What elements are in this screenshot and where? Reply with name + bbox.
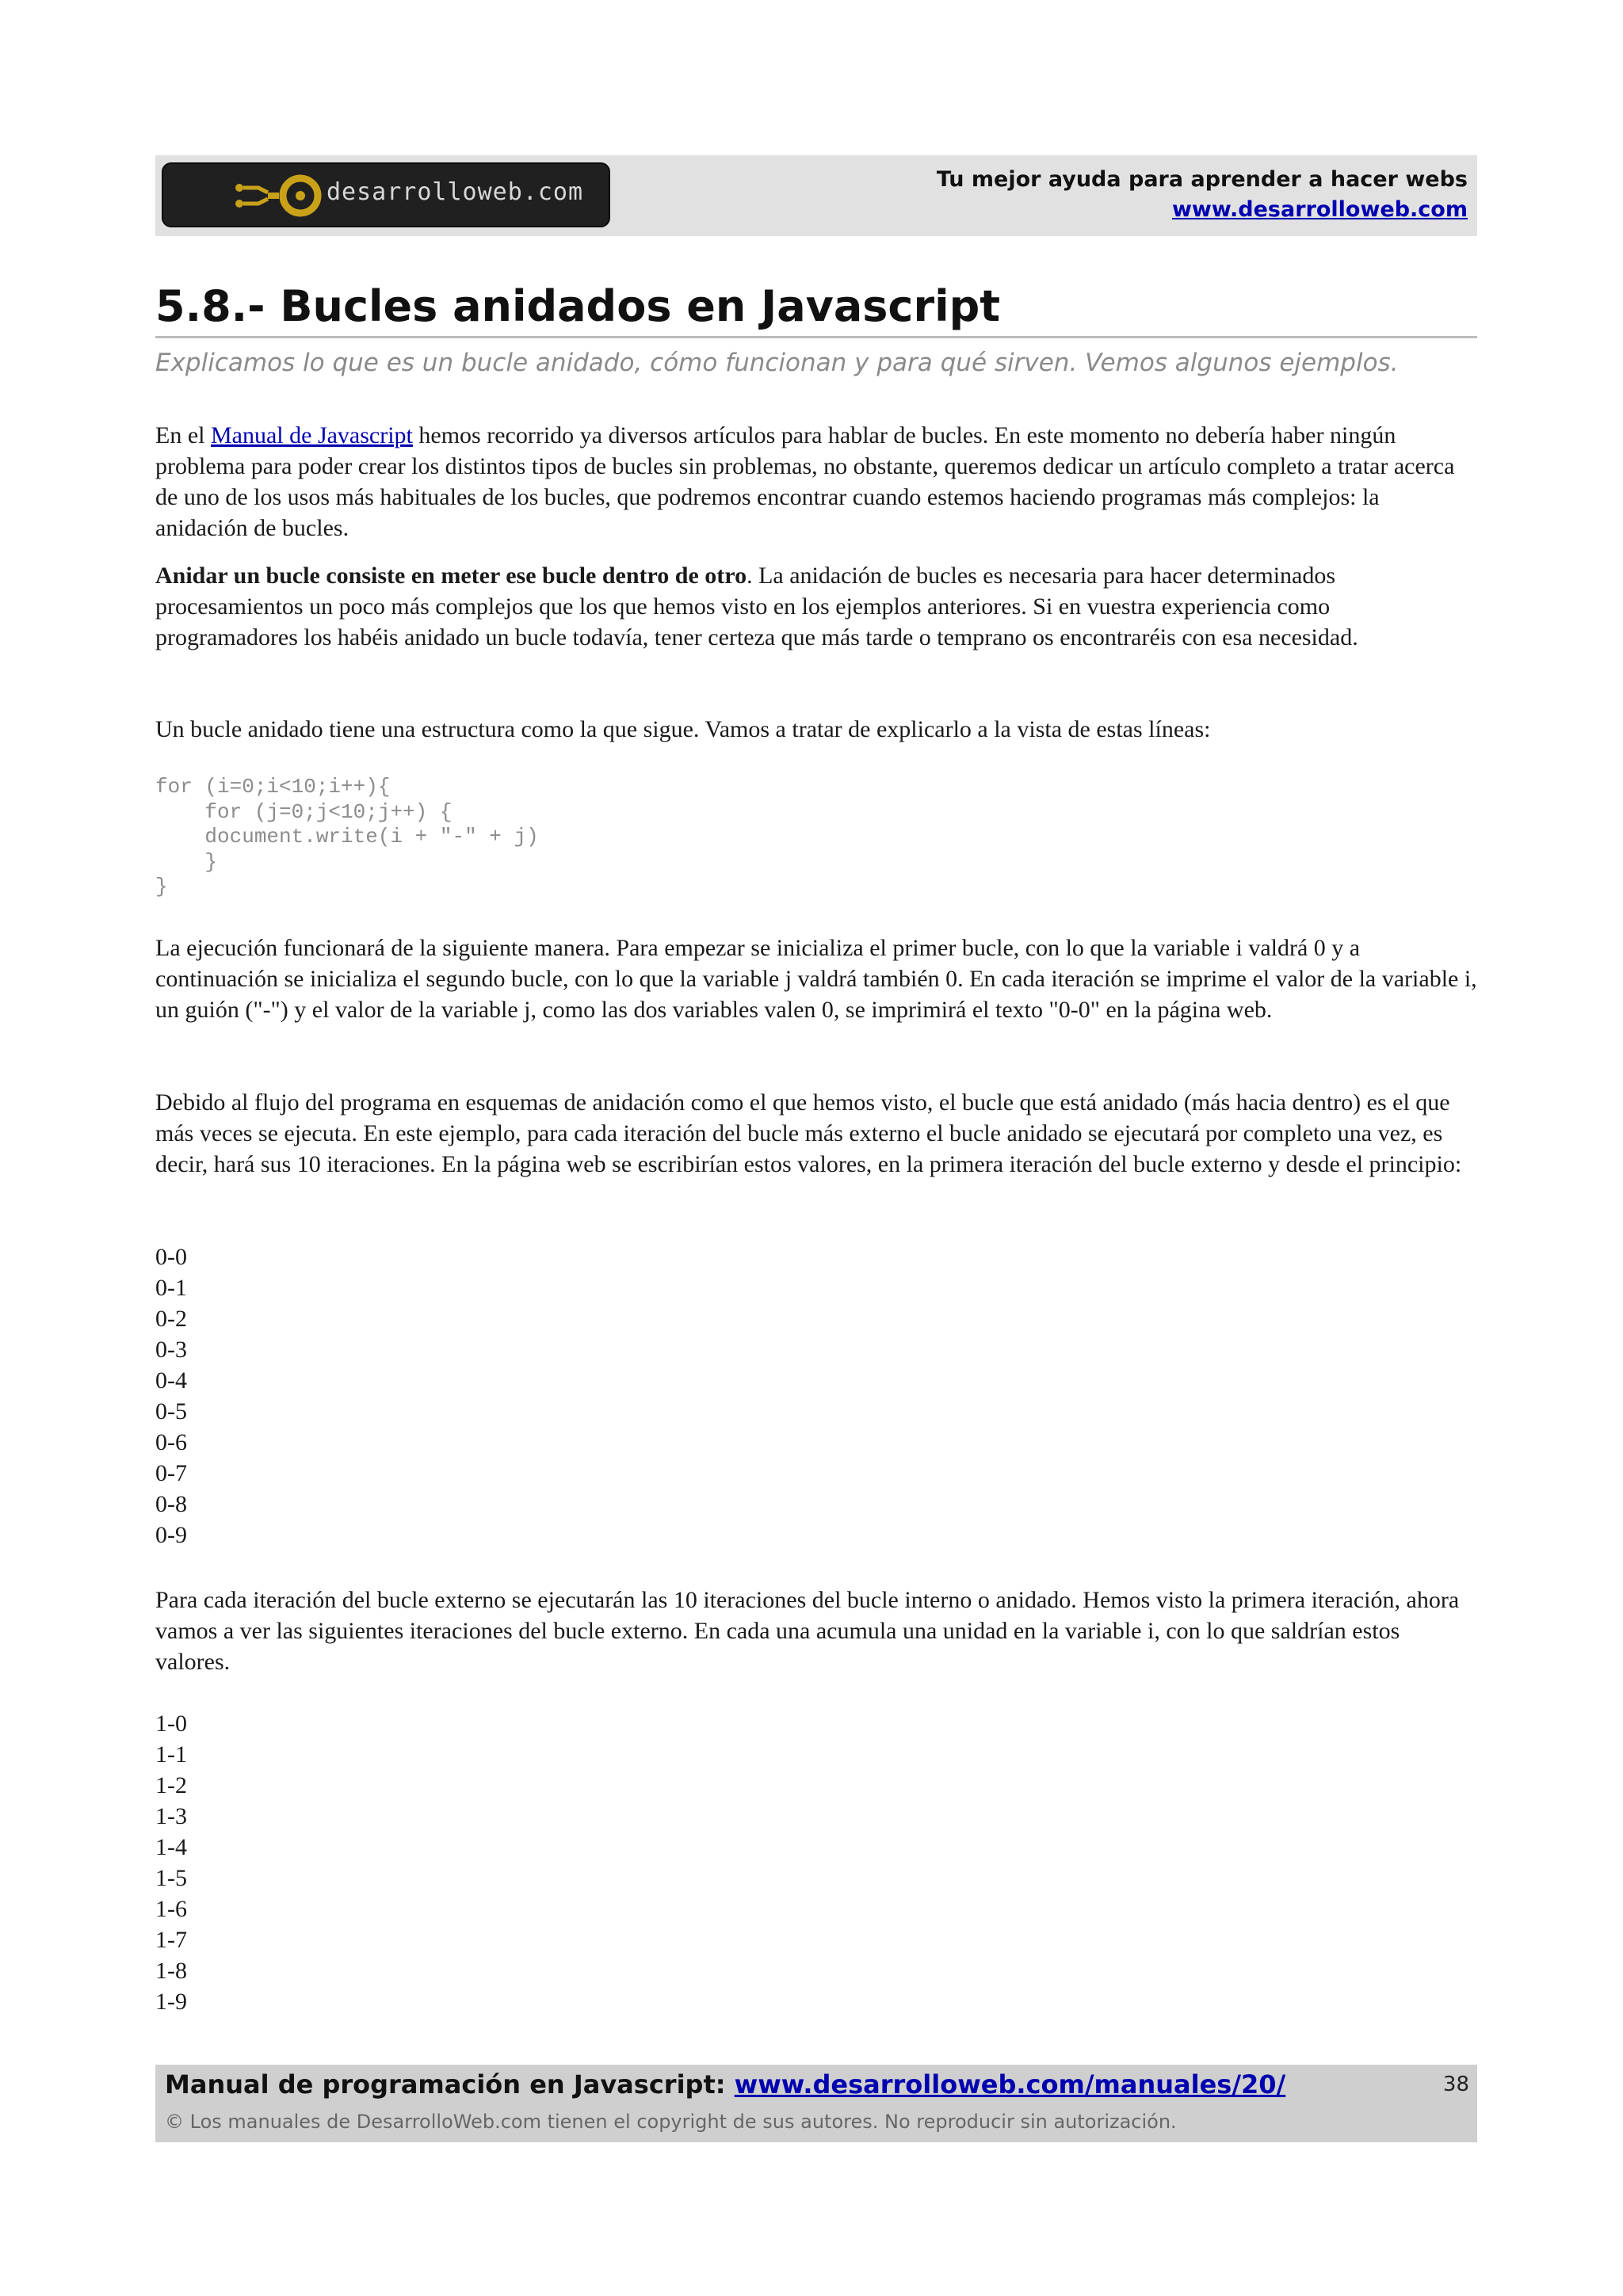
site-logo[interactable] <box>162 162 610 227</box>
paragraph-execution: La ejecución funcionará de la siguiente manera. Para empezar se inicializa el primer bucle, con lo que la variable i valdrá 0 y a continuación se inicializa el segundo bucle, con lo que la variable j valdrá también 0. En cada iteración se imprime el valor de la variable i, un guión ("-") y el valor de la variable j, como las dos variables valen 0, se imprimirá el texto "0-0" en la página web. <box>155 935 1477 1023</box>
list-item: 1-7 <box>155 1927 187 1953</box>
list-item: 1-2 <box>155 1772 187 1798</box>
footer-copyright: © Los manuales de DesarrolloWeb.com tienen el copyright de sus autores. No reproducir sin autorización. <box>165 2111 1177 2133</box>
list-item: 1-4 <box>155 1834 187 1860</box>
footer-manual-line <box>165 2069 1285 2100</box>
logo-wordmark: desarrolloweb.com <box>327 178 584 206</box>
definition-text: . La anidación de bucles es necesaria para hacer determinados procesamientos un poco más complejos que los que hemos visto en los ejemplos anteriores. Si en vuestra experiencia como programadores los habéis anidado un bucle todavía, tener certeza que más tarde o temprano os encontraréis con esa necesidad. <box>155 563 1358 650</box>
header-site-link[interactable]: www.desarrolloweb.com <box>1171 197 1468 222</box>
code-block: for (i=0;i<10;i++){ for (j=0;j<10;j++) { document.write(i + "-" + j) } } <box>155 775 539 898</box>
list-item: 0-4 <box>155 1367 187 1394</box>
paragraph-structure: Un bucle anidado tiene una estructura como la que sigue. Vamos a tratar de explicarlo a la vista de estas líneas: <box>155 716 1211 742</box>
output-list-first <box>155 1241 187 1550</box>
list-item: 1-0 <box>155 1711 187 1737</box>
list-item: 0-9 <box>155 1522 187 1548</box>
list-item: 0-6 <box>155 1429 187 1455</box>
page-number: 38 <box>1442 2073 1469 2096</box>
list-item: 1-1 <box>155 1741 187 1768</box>
page-subtitle: Explicamos lo que es un bucle anidado, cómo funcionan y para qué sirven. Vemos algunos ejemplos. <box>155 349 1399 377</box>
list-item: 1-9 <box>155 1989 187 2015</box>
definition-bold: Anidar un bucle consiste en meter ese bucle dentro de otro <box>155 563 747 589</box>
list-item: 0-5 <box>155 1398 187 1425</box>
list-item: 0-7 <box>155 1460 187 1486</box>
list-item: 0-0 <box>155 1244 187 1270</box>
list-item: 1-5 <box>155 1865 187 1891</box>
page-header <box>155 155 1477 236</box>
list-item: 1-6 <box>155 1896 187 1922</box>
list-item: 0-3 <box>155 1337 187 1363</box>
header-tagline <box>937 165 1468 225</box>
list-item: 0-8 <box>155 1491 187 1517</box>
page-footer <box>155 2065 1477 2142</box>
footer-manual-link[interactable]: www.desarrolloweb.com/manuales/20/ <box>734 2069 1286 2100</box>
list-item: 1-3 <box>155 1803 187 1829</box>
list-item: 1-8 <box>155 1958 187 1984</box>
paragraph-flow: Debido al flujo del programa en esquemas de anidación como el que hemos visto, el bucle que está anidado (más hacia dentro) es el que más veces se ejecuta. En este ejemplo, para cada iteración del bucle más externo el bucle anidado se ejecutará por completo una vez, es decir, hará sus 10 iteraciones. En la página web se escribirían estos valores, en la primera iteración del bucle externo y desde el principio: <box>155 1089 1462 1177</box>
list-item: 0-2 <box>155 1306 187 1332</box>
tagline-text: Tu mejor ayuda para aprender a hacer webs <box>936 167 1468 192</box>
page-title: 5.8.- Bucles anidados en Javascript <box>155 279 1477 338</box>
footer-label: Manual de programación en Javascript: <box>165 2069 735 2100</box>
list-item: 0-1 <box>155 1275 187 1301</box>
output-list-second <box>155 1708 187 2017</box>
intro-text-after: hemos recorrido ya diversos artículos para hablar de bucles. En este momento no debería haber ningún problema para poder crear los distintos tipos de bucles sin problemas, no obstante, queremos dedicar un artículo completo a tratar acerca de uno de los usos más habituales de los bucles, que podremos encontrar cuando estemos haciendo programas más complejos: la anidación de bucles. <box>155 422 1455 541</box>
paragraph-definition <box>155 560 1477 653</box>
manual-javascript-link[interactable]: Manual de Javascript <box>210 422 413 448</box>
paragraph-intro <box>155 420 1477 543</box>
intro-text-before: En el <box>155 422 211 448</box>
paragraph-iterations: Para cada iteración del bucle externo se ejecutarán las 10 iteraciones del bucle interno o anidado. Hemos visto la primera iteración, ahora vamos a ver las siguientes iteraciones del bucle externo. En cada una acumula una unidad en la variable i, con lo que saldrían estos valores. <box>155 1587 1460 1675</box>
